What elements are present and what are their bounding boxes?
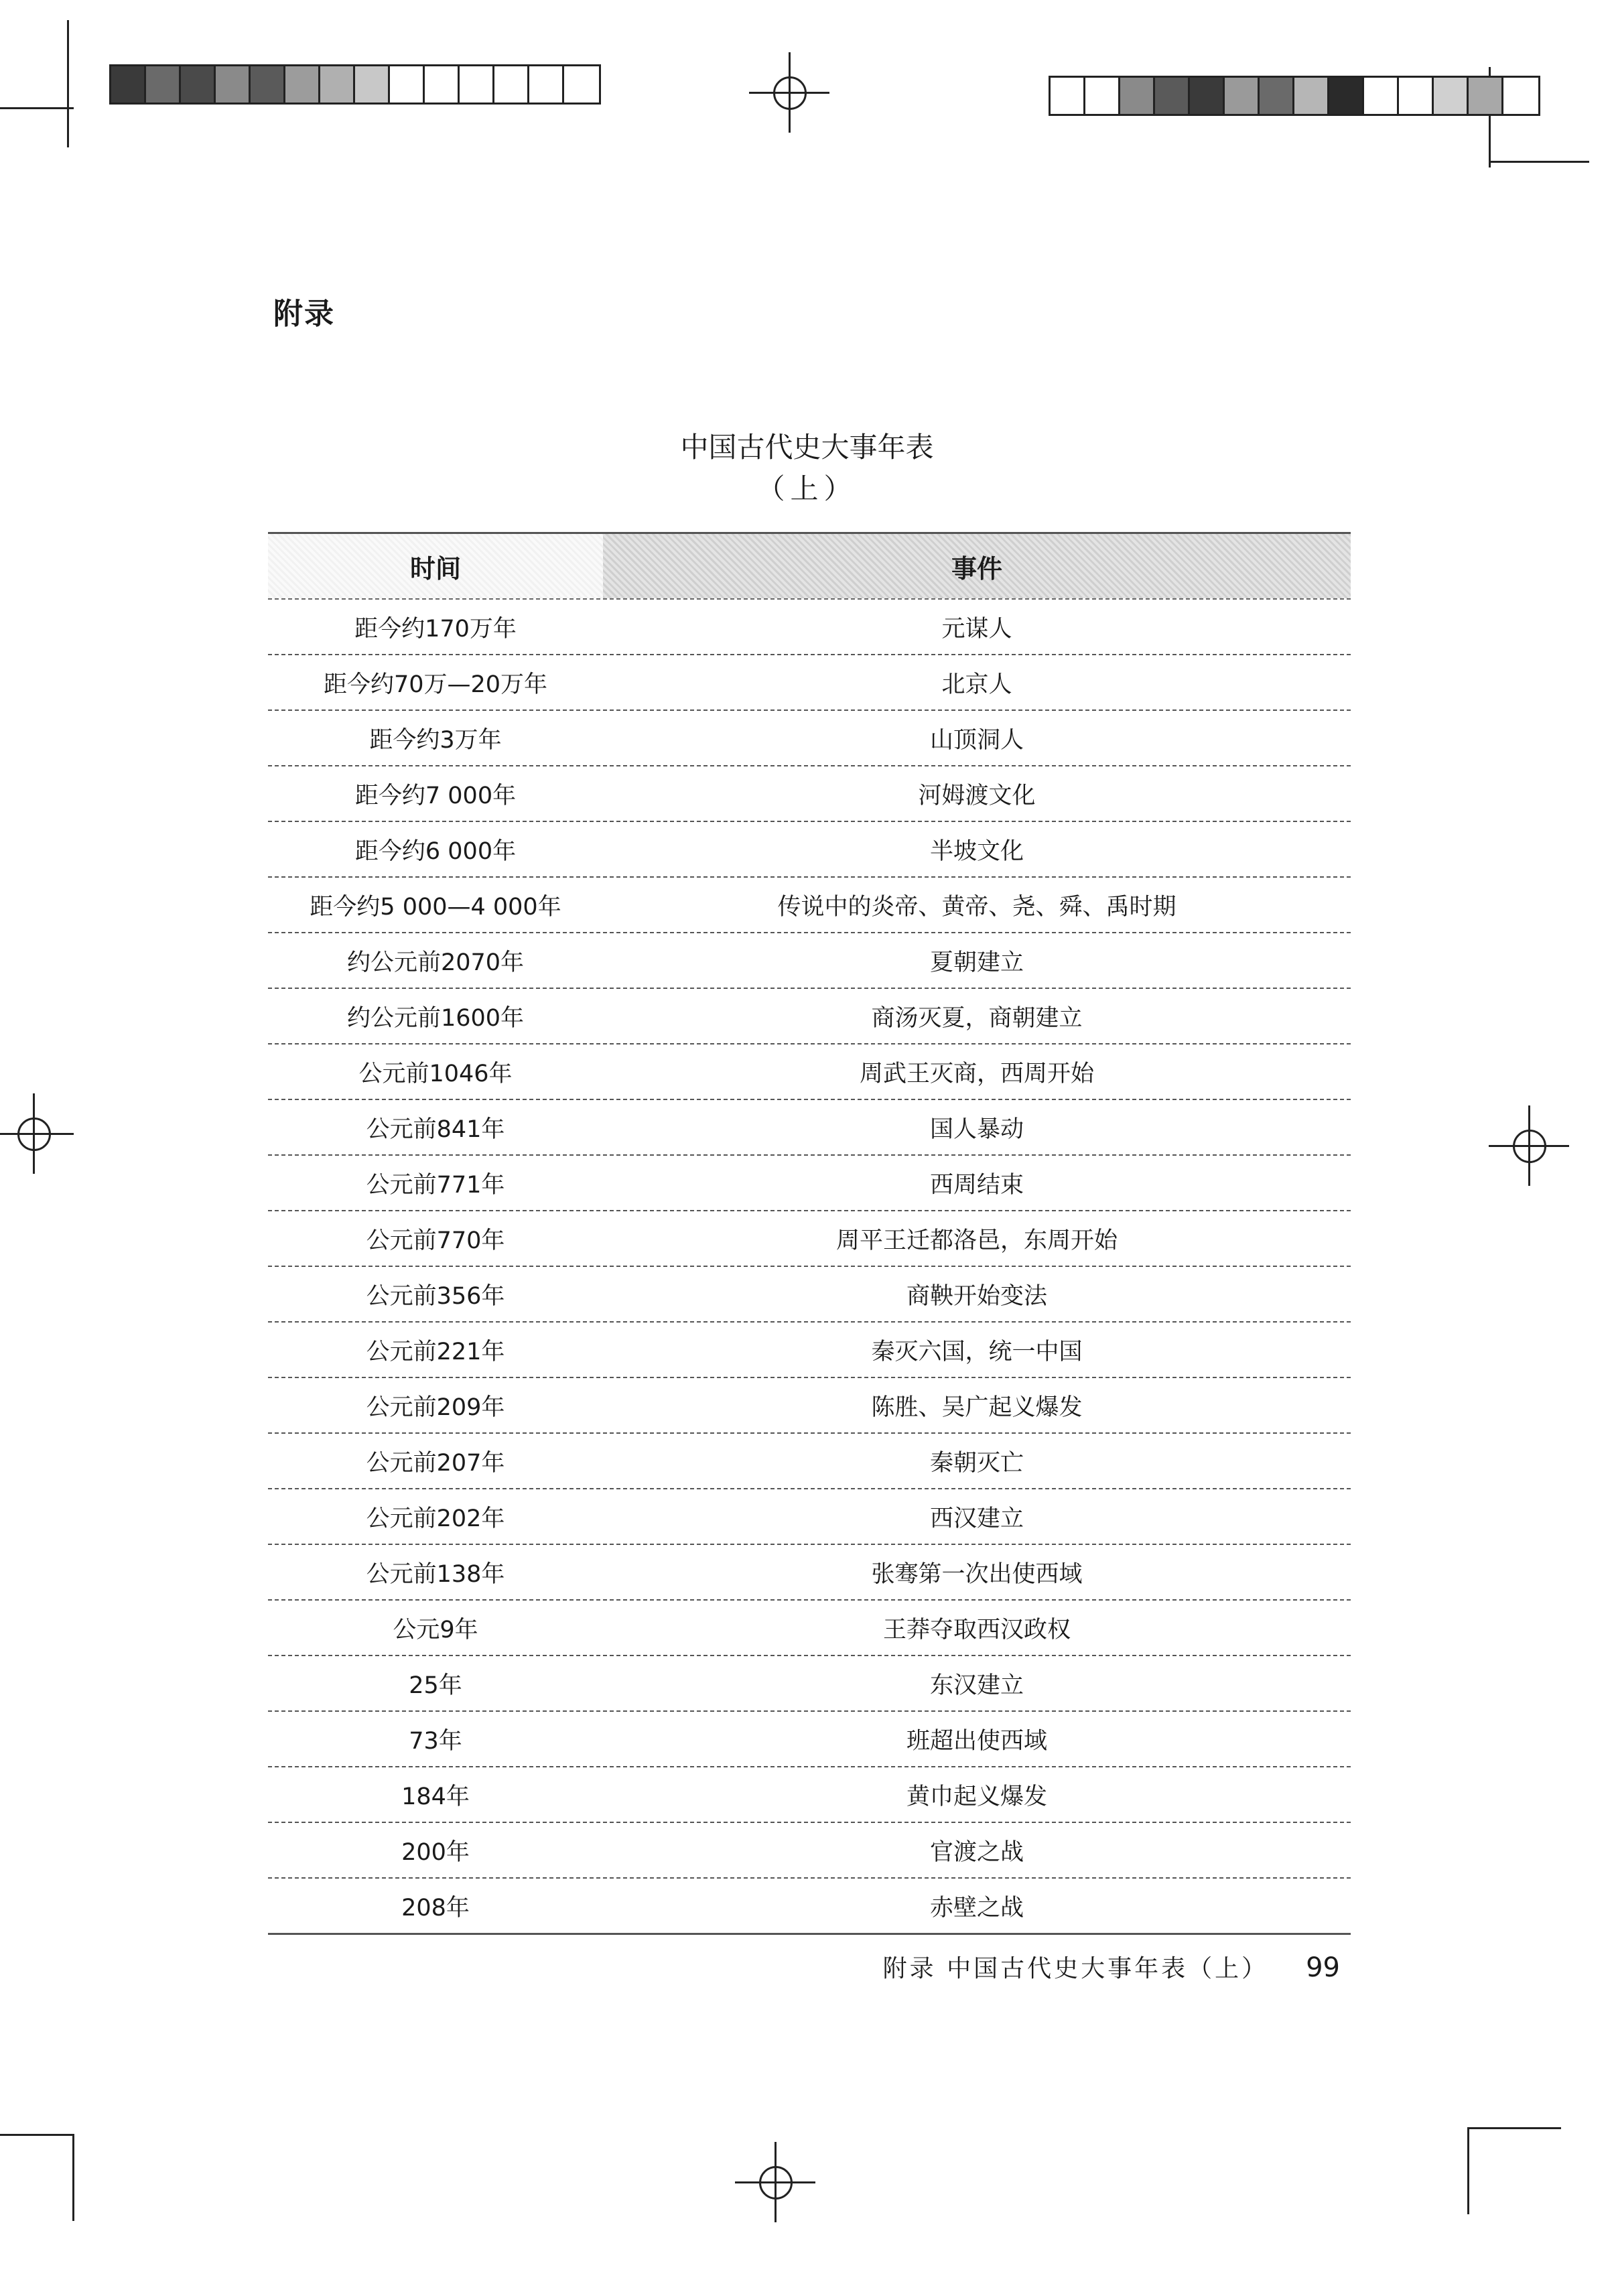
color-swatch — [1329, 78, 1364, 114]
cell-time: 约公元前2070年 — [346, 949, 525, 976]
cell-time: 公元9年 — [393, 1616, 478, 1643]
cell-time: 距今约170万年 — [354, 615, 517, 643]
table-row — [268, 1879, 1351, 1935]
cell-time: 距今约6 000年 — [354, 837, 517, 865]
cell-event: 周武王灭商，西周开始 — [859, 1060, 1094, 1087]
cell-event: 陈胜、吴广起义爆发 — [871, 1394, 1083, 1421]
color-swatch — [111, 66, 146, 103]
table-subtitle: （上） — [756, 472, 858, 505]
header-time: 时间 — [268, 534, 603, 598]
cell-event: 半坡文化 — [929, 837, 1024, 865]
color-swatch — [425, 66, 460, 103]
cell-event: 河姆渡文化 — [918, 782, 1036, 809]
cell-time: 距今约5 000—4 000年 — [310, 893, 561, 921]
cell-event: 国人暴动 — [929, 1116, 1024, 1143]
registration-mark-left — [0, 1093, 74, 1174]
color-swatch — [1503, 78, 1538, 114]
color-swatch — [285, 66, 320, 103]
cell-time: 184年 — [401, 1783, 470, 1810]
cell-time: 208年 — [401, 1894, 470, 1921]
cell-event: 山顶洞人 — [929, 726, 1024, 754]
cell-event: 官渡之战 — [929, 1838, 1024, 1866]
table-row — [268, 1656, 1351, 1712]
color-swatch — [564, 66, 599, 103]
color-swatch — [1085, 78, 1120, 114]
cell-event: 秦朝灭亡 — [929, 1449, 1024, 1477]
chronology-table — [268, 532, 1351, 1935]
cell-time: 公元前209年 — [366, 1394, 505, 1421]
cell-event: 张骞第一次出使西域 — [871, 1560, 1083, 1588]
color-swatch — [320, 66, 355, 103]
cell-event: 秦灭六国，统一中国 — [871, 1338, 1083, 1365]
color-swatch — [529, 66, 564, 103]
table-row — [268, 1434, 1351, 1489]
color-swatch — [1225, 78, 1260, 114]
color-swatch — [1190, 78, 1225, 114]
color-swatch — [1120, 78, 1155, 114]
cell-time: 距今约3万年 — [369, 726, 502, 754]
registration-mark-right — [1489, 1105, 1569, 1186]
color-swatch — [1434, 78, 1469, 114]
table-row — [268, 1712, 1351, 1767]
table-row — [268, 878, 1351, 933]
color-swatch — [494, 66, 529, 103]
cell-event: 商汤灭夏，商朝建立 — [871, 1004, 1083, 1032]
cell-event: 商鞅开始变法 — [906, 1282, 1047, 1310]
color-calibration-strip-left — [109, 64, 601, 105]
cell-event: 班超出使西域 — [906, 1727, 1047, 1755]
color-swatch — [1051, 78, 1085, 114]
cell-event: 王莽夺取西汉政权 — [882, 1616, 1071, 1643]
table-row — [268, 1100, 1351, 1156]
table-body — [268, 600, 1351, 1935]
color-calibration-strip-right — [1049, 76, 1540, 116]
cell-time: 距今约70万—20万年 — [323, 671, 548, 698]
page-footer — [883, 1950, 1340, 1984]
page-number: 99 — [1306, 1952, 1340, 1983]
color-swatch — [251, 66, 285, 103]
cell-time: 公元前221年 — [366, 1338, 505, 1365]
cell-event: 西汉建立 — [929, 1505, 1024, 1532]
registration-mark-top — [749, 52, 829, 133]
color-swatch — [146, 66, 181, 103]
table-title: 中国古代史大事年表 — [680, 431, 934, 464]
cell-event: 东汉建立 — [929, 1672, 1024, 1699]
cell-event: 赤壁之战 — [929, 1894, 1024, 1921]
table-row — [268, 711, 1351, 766]
running-title: 附录 中国古代史大事年表（上） — [882, 1955, 1269, 1982]
color-swatch — [1399, 78, 1434, 114]
table-row — [268, 600, 1351, 655]
cell-time: 公元前770年 — [366, 1227, 505, 1254]
table-row — [268, 766, 1351, 822]
cell-event: 北京人 — [941, 671, 1012, 698]
color-swatch — [1155, 78, 1190, 114]
cell-time: 25年 — [409, 1672, 462, 1699]
table-header-row — [268, 532, 1351, 600]
cell-time: 73年 — [409, 1727, 462, 1755]
table-row — [268, 989, 1351, 1044]
cell-time: 约公元前1600年 — [346, 1004, 525, 1032]
cell-event: 夏朝建立 — [929, 949, 1024, 976]
cell-event: 元谋人 — [941, 615, 1012, 643]
color-swatch — [390, 66, 425, 103]
table-row — [268, 655, 1351, 711]
color-swatch — [1294, 78, 1329, 114]
color-swatch — [216, 66, 251, 103]
cell-time: 距今约7 000年 — [354, 782, 517, 809]
table-row — [268, 1601, 1351, 1656]
table-row — [268, 1044, 1351, 1100]
registration-mark-bottom — [735, 2142, 815, 2222]
cell-event: 传说中的炎帝、黄帝、尧、舜、禹时期 — [777, 893, 1176, 921]
table-row — [268, 1767, 1351, 1823]
color-swatch — [181, 66, 216, 103]
cell-time: 公元前771年 — [366, 1171, 505, 1199]
cell-event: 黄巾起义爆发 — [906, 1783, 1047, 1810]
cell-time: 公元前356年 — [366, 1282, 505, 1310]
cell-time: 公元前138年 — [366, 1560, 505, 1588]
table-row — [268, 933, 1351, 989]
table-row — [268, 1378, 1351, 1434]
table-row — [268, 1323, 1351, 1378]
cell-time: 公元前207年 — [366, 1449, 505, 1477]
table-row — [268, 1823, 1351, 1879]
table-row — [268, 1267, 1351, 1323]
color-swatch — [355, 66, 390, 103]
color-swatch — [1260, 78, 1294, 114]
appendix-label: 附录 — [273, 297, 335, 331]
cell-time: 公元前841年 — [366, 1116, 505, 1143]
cell-event: 周平王迁都洛邑，东周开始 — [835, 1227, 1118, 1254]
color-swatch — [460, 66, 494, 103]
color-swatch — [1364, 78, 1399, 114]
cell-time: 公元前202年 — [366, 1505, 505, 1532]
header-event: 事件 — [603, 534, 1351, 598]
color-swatch — [1469, 78, 1503, 114]
table-row — [268, 1545, 1351, 1601]
cell-time: 公元前1046年 — [358, 1060, 513, 1087]
cell-event: 西周结束 — [929, 1171, 1024, 1199]
table-row — [268, 1156, 1351, 1211]
cell-time: 200年 — [401, 1838, 470, 1866]
table-row — [268, 822, 1351, 878]
table-row — [268, 1211, 1351, 1267]
table-row — [268, 1489, 1351, 1545]
